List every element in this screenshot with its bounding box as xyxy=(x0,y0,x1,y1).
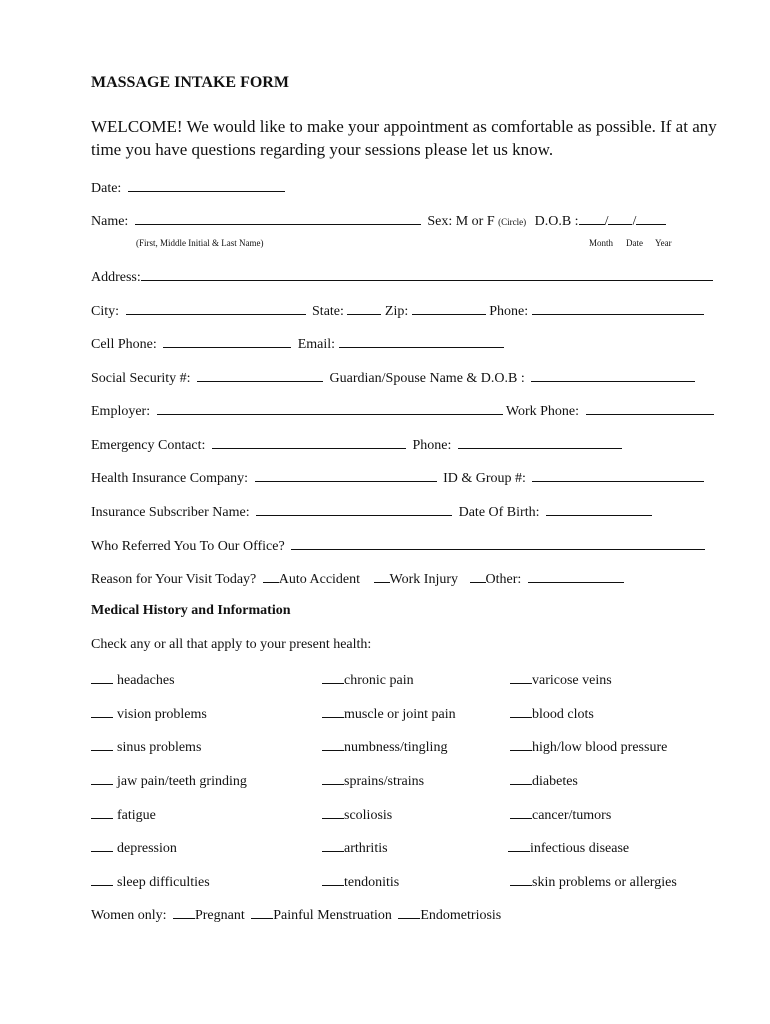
condition-item xyxy=(91,704,207,723)
condition-item xyxy=(91,737,201,756)
subscriber-field[interactable] xyxy=(256,502,452,516)
condition-item xyxy=(322,704,456,723)
condition-checkbox[interactable] xyxy=(91,872,113,886)
condition-label: chronic pain xyxy=(344,673,414,688)
address-field[interactable] xyxy=(141,267,713,281)
reason-other-label: Other: xyxy=(485,572,522,587)
zip-label: Zip: xyxy=(384,304,409,319)
condition-label: sinus problems xyxy=(117,740,202,755)
employer-row xyxy=(91,401,714,420)
address-row xyxy=(91,267,713,286)
condition-checkbox[interactable] xyxy=(510,737,532,751)
condition-checkbox[interactable] xyxy=(322,838,344,852)
condition-item xyxy=(91,838,177,857)
condition-label: jaw pain/teeth grinding xyxy=(117,774,247,789)
condition-checkbox[interactable] xyxy=(322,771,344,785)
endometriosis-checkbox[interactable] xyxy=(398,905,420,919)
condition-item xyxy=(322,670,414,689)
phone-label: Phone: xyxy=(489,304,529,319)
condition-label: skin problems or allergies xyxy=(532,875,677,890)
address-label: Address: xyxy=(91,270,141,285)
condition-checkbox[interactable] xyxy=(91,838,113,852)
cell-phone-field[interactable] xyxy=(163,334,291,348)
emergency-field[interactable] xyxy=(212,435,406,449)
condition-item xyxy=(510,704,594,723)
emergency-row xyxy=(91,435,622,454)
ssn-row xyxy=(91,368,695,387)
insurance-company-field[interactable] xyxy=(255,468,437,482)
condition-label: cancer/tumors xyxy=(532,808,612,823)
ssn-field[interactable] xyxy=(197,368,323,382)
subscriber-dob-label: Date Of Birth: xyxy=(458,505,540,520)
condition-item xyxy=(322,872,399,891)
condition-item xyxy=(510,872,677,891)
reason-other-checkbox[interactable] xyxy=(470,569,486,583)
medical-instructions: Check any or all that apply to your present health: xyxy=(91,637,372,652)
condition-checkbox[interactable] xyxy=(322,670,344,684)
condition-item xyxy=(510,737,667,756)
circle-hint: (Circle) xyxy=(498,217,527,227)
dob-year-hint: Year xyxy=(655,238,672,248)
referred-label: Who Referred You To Our Office? xyxy=(91,539,285,554)
pregnant-label: Pregnant xyxy=(194,908,245,923)
id-group-field[interactable] xyxy=(532,468,704,482)
women-only-label: Women only: xyxy=(91,908,167,923)
condition-item xyxy=(322,737,447,756)
insurance-row xyxy=(91,468,704,487)
subscriber-row xyxy=(91,502,652,521)
condition-label: sprains/strains xyxy=(344,774,425,789)
guardian-label: Guardian/Spouse Name & D.O.B : xyxy=(329,371,525,386)
condition-checkbox[interactable] xyxy=(322,805,344,819)
welcome-text: WELCOME! We would like to make your appointment as comfortable as possible. If at any time you have questions regarding your sessions please let us know. xyxy=(91,117,717,159)
ssn-label: Social Security #: xyxy=(91,371,191,386)
condition-checkbox[interactable] xyxy=(91,771,113,785)
condition-checkbox[interactable] xyxy=(91,670,113,684)
condition-label: tendonitis xyxy=(344,875,400,890)
condition-label: fatigue xyxy=(117,808,156,823)
city-label: City: xyxy=(91,304,120,319)
condition-label: scoliosis xyxy=(344,808,393,823)
dob-year-field[interactable] xyxy=(636,211,666,225)
reason-label: Reason for Your Visit Today? xyxy=(91,572,257,587)
condition-checkbox[interactable] xyxy=(510,704,532,718)
condition-label: arthritis xyxy=(344,841,388,856)
condition-item xyxy=(91,805,156,824)
date-field[interactable] xyxy=(128,178,285,192)
condition-item xyxy=(510,771,578,790)
name-hint: (First, Middle Initial & Last Name) xyxy=(136,238,264,248)
condition-label: blood clots xyxy=(532,707,594,722)
insurance-company-label: Health Insurance Company: xyxy=(91,471,249,486)
condition-label: numbness/tingling xyxy=(344,740,448,755)
reason-auto-checkbox[interactable] xyxy=(263,569,279,583)
state-label: State: xyxy=(312,304,344,319)
emergency-phone-label: Phone: xyxy=(412,438,452,453)
condition-item xyxy=(91,670,175,689)
condition-label: infectious disease xyxy=(530,841,630,856)
condition-checkbox[interactable] xyxy=(322,704,344,718)
reason-work-checkbox[interactable] xyxy=(374,569,390,583)
condition-label: muscle or joint pain xyxy=(344,707,456,722)
id-group-label: ID & Group #: xyxy=(443,471,526,486)
employer-label: Employer: xyxy=(91,404,151,419)
condition-label: depression xyxy=(117,841,177,856)
reason-work-label: Work Injury xyxy=(389,572,459,587)
pregnant-checkbox[interactable] xyxy=(173,905,195,919)
subscriber-dob-field[interactable] xyxy=(546,502,652,516)
cell-row xyxy=(91,334,504,353)
painful-menstruation-label: Painful Menstruation xyxy=(273,908,392,923)
work-phone-label: Work Phone: xyxy=(505,404,580,419)
condition-item xyxy=(91,771,247,790)
emergency-label: Emergency Contact: xyxy=(91,438,206,453)
condition-checkbox[interactable] xyxy=(510,872,532,886)
dob-label: D.O.B : xyxy=(534,214,579,229)
condition-checkbox[interactable] xyxy=(91,737,113,751)
date-label: Date: xyxy=(91,181,122,196)
cell-phone-label: Cell Phone: xyxy=(91,337,157,352)
phone-field[interactable] xyxy=(532,301,704,315)
condition-checkbox[interactable] xyxy=(510,670,532,684)
reason-row xyxy=(91,569,624,588)
condition-label: sleep difficulties xyxy=(117,875,210,890)
condition-item xyxy=(508,838,629,857)
guardian-field[interactable] xyxy=(531,368,695,382)
medical-heading: Medical History and Information xyxy=(91,603,291,618)
condition-item xyxy=(322,805,392,824)
condition-item xyxy=(91,872,210,891)
condition-checkbox[interactable] xyxy=(91,704,113,718)
emergency-phone-field[interactable] xyxy=(458,435,622,449)
condition-item xyxy=(322,838,388,857)
condition-item xyxy=(322,771,424,790)
women-only-row xyxy=(91,905,501,924)
work-phone-field[interactable] xyxy=(586,401,714,415)
condition-label: high/low blood pressure xyxy=(532,740,668,755)
reason-auto-label: Auto Accident xyxy=(278,572,361,587)
reason-other-field[interactable] xyxy=(528,569,624,583)
city-row xyxy=(91,301,704,320)
sex-label: Sex: M or F xyxy=(427,214,495,229)
condition-checkbox[interactable] xyxy=(510,805,532,819)
condition-label: headaches xyxy=(117,673,175,688)
condition-checkbox[interactable] xyxy=(322,737,344,751)
condition-item xyxy=(510,670,612,689)
condition-checkbox[interactable] xyxy=(508,838,530,852)
condition-checkbox[interactable] xyxy=(91,805,113,819)
dob-month-field[interactable] xyxy=(579,211,605,225)
endometriosis-label: Endometriosis xyxy=(420,908,502,923)
referred-row xyxy=(91,536,705,555)
condition-checkbox[interactable] xyxy=(510,771,532,785)
email-field[interactable] xyxy=(339,334,504,348)
referred-field[interactable] xyxy=(291,536,705,550)
dob-day-field[interactable] xyxy=(608,211,632,225)
date-row xyxy=(91,178,285,197)
subscriber-label: Insurance Subscriber Name: xyxy=(91,505,250,520)
city-field[interactable] xyxy=(126,301,306,315)
email-label: Email: xyxy=(297,337,336,352)
condition-item xyxy=(510,805,611,824)
employer-field[interactable] xyxy=(157,401,503,415)
condition-checkbox[interactable] xyxy=(322,872,344,886)
state-field[interactable] xyxy=(347,301,381,315)
zip-field[interactable] xyxy=(412,301,486,315)
condition-label: varicose veins xyxy=(532,673,612,688)
condition-label: vision problems xyxy=(117,707,207,722)
form-title: MASSAGE INTAKE FORM xyxy=(91,74,289,91)
painful-menstruation-checkbox[interactable] xyxy=(251,905,273,919)
name-label: Name: xyxy=(91,214,129,229)
dob-month-hint: Month xyxy=(589,238,614,248)
condition-label: diabetes xyxy=(532,774,578,789)
name-field[interactable] xyxy=(135,211,421,225)
dob-day-hint: Date xyxy=(626,238,643,248)
name-row: Name: Sex: M or F (Circle) D.O.B : / / xyxy=(91,211,666,230)
